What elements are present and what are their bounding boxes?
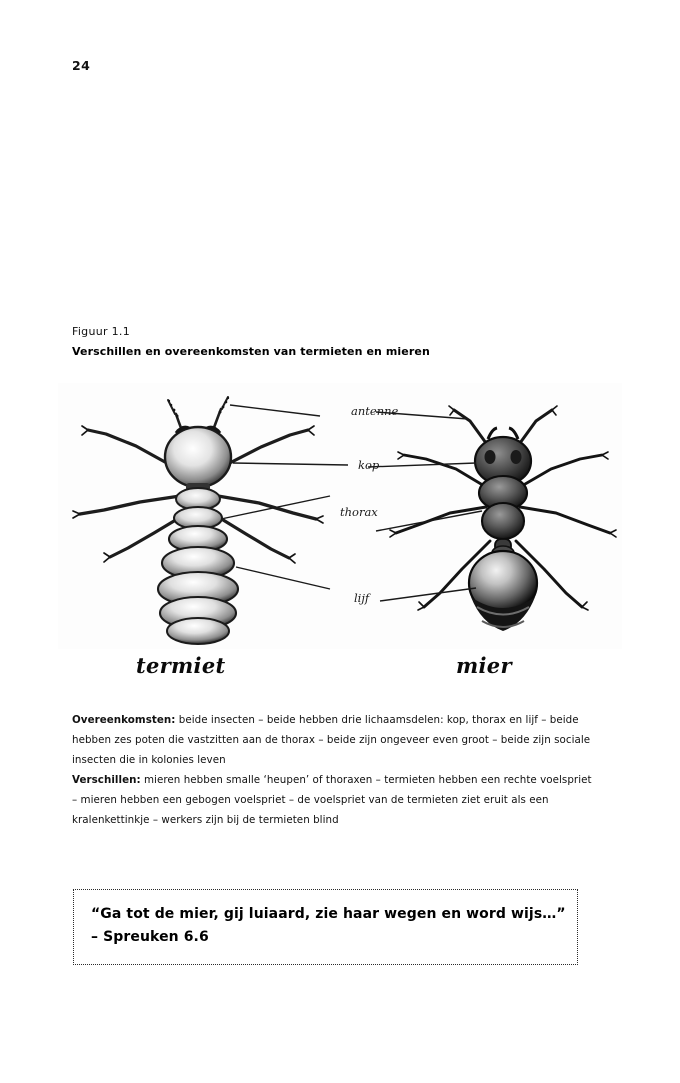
similarities-lead-in: Overeenkomsten:	[72, 714, 176, 726]
quote-callout-box	[73, 889, 578, 965]
figure-illustration-panel	[58, 383, 622, 649]
diagram-label-thorax: thorax	[340, 505, 378, 519]
differences-lead-in: Verschillen:	[72, 774, 141, 786]
quote-inner	[91, 903, 567, 949]
figure-number-label: Figuur 1.1	[72, 325, 131, 338]
species-name-row	[58, 653, 622, 687]
differences-text: mieren hebben smalle ‘heupen’ of thoraxen – termieten hebben een rechte voelspriet – mieren hebben een gebogen voelspriet – de voelspriet van de termieten ziet eruit als een kralenkettinkje – werkers zijn bij de termieten blind	[72, 774, 592, 826]
quote-source: – Spreuken 6.6	[91, 929, 209, 945]
species-name-mier: mier	[456, 653, 512, 678]
differences-paragraph	[72, 770, 596, 830]
diagram-label-lijf: lijf	[354, 591, 370, 605]
species-name-termiet: termiet	[136, 653, 226, 678]
diagram-label-kop: kop	[358, 458, 380, 472]
page-number: 24	[72, 58, 91, 73]
insect-comparison-diagram	[58, 383, 622, 649]
diagram-label-antenne: antenne	[351, 404, 399, 418]
body-text-block	[72, 710, 596, 830]
figure-title: Verschillen en overeenkomsten van termieten en mieren	[72, 345, 430, 358]
figure-caption-block	[72, 324, 592, 359]
similarities-paragraph	[72, 710, 596, 770]
quote-text: “Ga tot de mier, gij luiaard, zie haar wegen en word wijs…”	[91, 906, 566, 922]
similarities-text: beide insecten – beide hebben drie lichaamsdelen: kop, thorax en lijf – beide hebben zes poten die vastzitten aan de thorax – beide zijn ongeveer even groot – beide zijn sociale insecten die in kolonies leven	[72, 714, 591, 766]
